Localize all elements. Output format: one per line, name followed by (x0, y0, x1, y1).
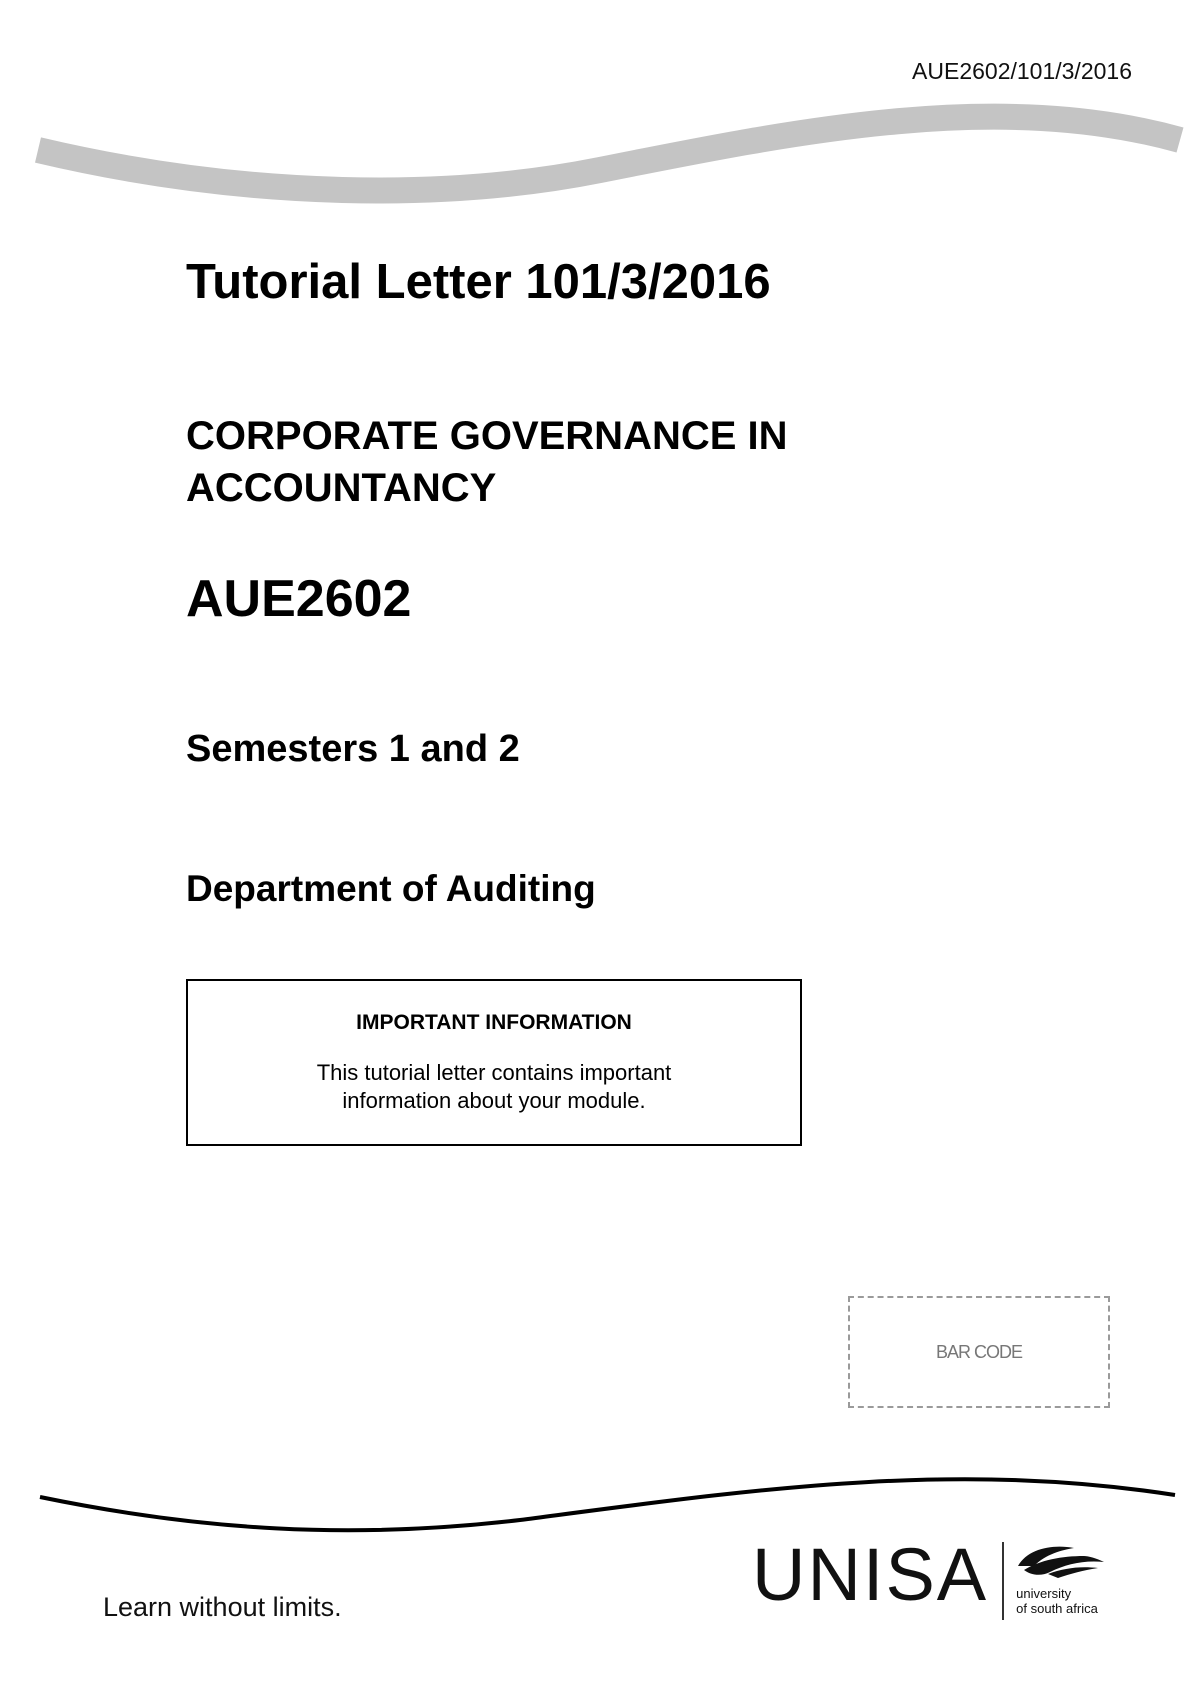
slogan: Learn without limits. (103, 1592, 342, 1622)
logo-subtitle-line1: university (1016, 1586, 1072, 1601)
bottom-swoosh-decoration (0, 1460, 1200, 1540)
logo-divider (1002, 1542, 1004, 1620)
semesters: Semesters 1 and 2 (186, 728, 520, 770)
important-information-heading: IMPORTANT INFORMATION (356, 1011, 632, 1034)
department: Department of Auditing (186, 868, 596, 909)
logo-word: UNISA (752, 1533, 989, 1616)
barcode-label: BAR CODE (935, 1341, 1023, 1362)
logo-subtitle (1016, 1586, 1098, 1616)
module-code: AUE2602 (186, 570, 412, 628)
document-reference: AUE2602/101/3/2016 (912, 58, 1132, 84)
module-name: CORPORATE GOVERNANCE IN ACCOUNTANCY (186, 414, 788, 510)
page-title: Tutorial Letter 101/3/2016 (186, 255, 771, 309)
important-information-text: This tutorial letter contains important information about your module. (316, 1060, 672, 1113)
logo-subtitle-line2: of south africa (1016, 1601, 1098, 1616)
bird-icon (1014, 1542, 1109, 1582)
logo-mark (1014, 1538, 1114, 1618)
top-swoosh-decoration (0, 90, 1200, 210)
barcode-placeholder (848, 1296, 1110, 1408)
unisa-logo (752, 1533, 1114, 1618)
important-information-box (186, 979, 802, 1146)
